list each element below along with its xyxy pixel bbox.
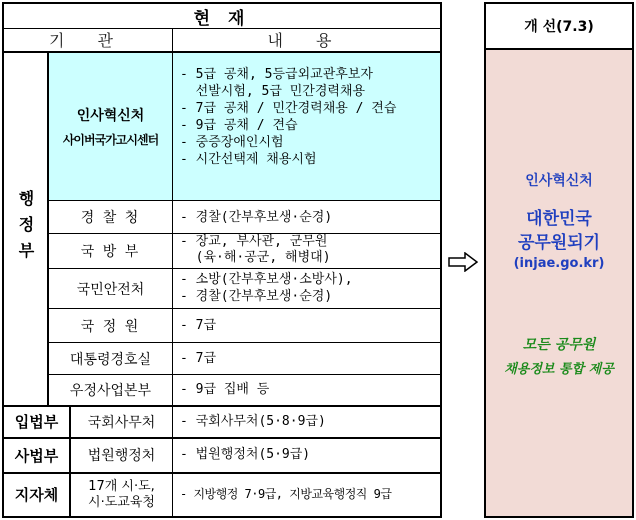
improved-title: 개 선(7.3)	[486, 4, 632, 50]
content-line: - 시간선택제 채용시험	[180, 152, 317, 167]
site-url: (injae.go.kr)	[513, 256, 605, 271]
improved-panel	[484, 2, 634, 518]
table-row-content	[180, 66, 438, 168]
content-line: - 9급 집배 등	[180, 382, 270, 397]
site-name-line-2: 공무원되기	[517, 233, 601, 253]
table-row-content	[180, 413, 438, 430]
agency-name-line: 17개 시·도,	[88, 478, 155, 494]
table-row-agency: 국 방 부	[80, 244, 141, 260]
group-local-label: 지자체	[14, 486, 59, 504]
table-row-content	[180, 271, 438, 305]
content-line: - 9급 공채 / 견습	[180, 118, 298, 133]
column-header-agency: 기 관	[49, 31, 127, 50]
content-line: - 7급 공채 / 민간경력채용 / 견습	[180, 101, 397, 116]
group-judicial-label: 사법부	[14, 446, 59, 465]
group-executive-cell	[4, 52, 47, 405]
slogan-line-2: 채용정보 통합 제공	[504, 362, 614, 377]
table-row-content	[180, 446, 438, 463]
table-row-agency	[49, 52, 172, 200]
site-name-line-1: 대한민국	[526, 209, 592, 229]
table-row-agency: 법원행정처	[87, 448, 156, 464]
table-row-content	[180, 486, 438, 503]
table-row-content	[180, 317, 438, 334]
agency-name-line: 사이버국가고시센터	[62, 132, 159, 147]
content-line: - 경찰(간부후보생·순경)	[180, 289, 333, 304]
agency-name-line: 인사혁신처	[76, 107, 145, 124]
content-line: 선발시험, 5급 민간경력채용	[180, 84, 366, 99]
table-row-agency: 국민안전처	[76, 281, 145, 298]
slogan-line-1: 모든 공무원	[522, 337, 596, 353]
group-legislative-label: 입법부	[14, 413, 59, 431]
table-row-content	[180, 350, 438, 367]
content-line: - 국회사무처(5·8·9급)	[180, 414, 326, 429]
current-title: 현 재	[193, 8, 251, 29]
column-header-content: 내 용	[267, 31, 346, 50]
content-line: - 7급	[180, 351, 217, 366]
content-line: - 법원행정처(5·9급)	[180, 447, 311, 462]
table-row-content	[180, 381, 438, 398]
right-arrow-icon	[448, 252, 478, 272]
content-line: (육·해·공군, 해병대)	[180, 250, 331, 265]
agency-name-line: 시·도교육청	[88, 494, 155, 510]
table-row-content	[180, 209, 438, 226]
table-row-agency: 경 찰 청	[80, 210, 141, 226]
improved-agency: 인사혁신처	[525, 173, 593, 189]
table-row-agency: 우정사업본부	[69, 383, 152, 399]
content-line: - 장교, 부사관, 군무원	[180, 234, 328, 249]
table-row-agency: 국 정 원	[80, 318, 141, 335]
content-line: - 경찰(간부후보생·순경)	[180, 210, 333, 225]
table-row-agency	[71, 473, 172, 516]
content-line: - 중증장애인시험	[180, 135, 284, 150]
content-line: - 7급	[180, 318, 217, 333]
table-row-agency: 대통령경호실	[69, 351, 152, 368]
content-line: - 5급 공채, 5등급외교관후보자	[180, 67, 373, 82]
current-table	[2, 2, 442, 518]
table-row-content	[180, 234, 438, 266]
table-row-agency: 국회사무처	[87, 414, 156, 431]
content-line: - 소방(간부후보생·소방사),	[180, 272, 353, 287]
group-executive-label: 행정부	[16, 189, 35, 268]
content-line: - 지방행정 7·9급, 지방교육행정직 9급	[180, 487, 392, 501]
